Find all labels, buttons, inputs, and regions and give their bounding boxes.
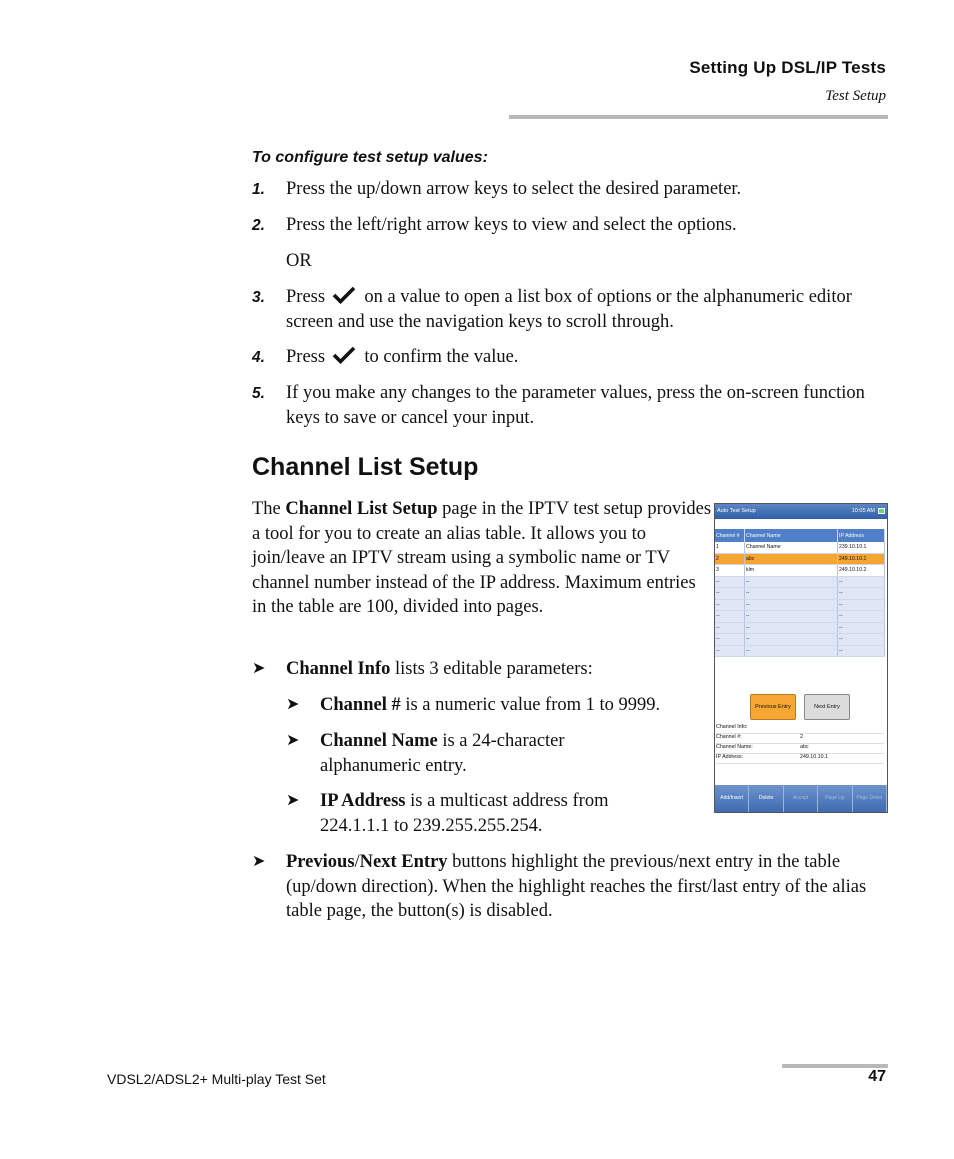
step-4 <box>252 345 892 370</box>
table-row[interactable] <box>715 634 885 646</box>
step-3 <box>252 285 892 335</box>
step-2 <box>252 213 892 238</box>
channel-list-screenshot <box>714 503 888 813</box>
cell: -- <box>838 645 885 657</box>
header-subtitle: Test Setup <box>825 88 886 104</box>
bullet-body: lists 3 editable parameters: <box>394 659 593 679</box>
table-row[interactable] <box>715 588 885 600</box>
cell: Channel Name <box>745 542 838 553</box>
step-text-post: to confirm the value. <box>364 347 519 367</box>
cell: -- <box>715 611 745 623</box>
header-title: Setting Up DSL/IP Tests <box>689 58 886 77</box>
bullet-body: buttons highlight the previous/next entry in the table (up/down direction). When the highlight reaches the first/last entry of the alias table page, the button(s) is disabled. <box>286 852 867 921</box>
cell: -- <box>838 576 885 588</box>
cell: -- <box>715 599 745 611</box>
accept-key[interactable]: Accept <box>784 785 818 812</box>
bullet-text <box>320 729 620 778</box>
function-keys <box>715 785 887 812</box>
add-insert-key[interactable]: Add/Insert <box>715 785 749 812</box>
footer-product: VDSL2/ADSL2+ Multi-play Test Set <box>107 1071 326 1087</box>
info-heading-text: Channel Info: <box>716 724 748 730</box>
cell: klm <box>745 565 838 577</box>
cell: -- <box>715 588 745 600</box>
step-number: 3. <box>252 289 265 306</box>
step-text: Press the up/down arrow keys to select the desired parameter. <box>286 179 742 199</box>
alias-table <box>715 529 885 657</box>
arrow-bullet-icon: ➤ <box>252 660 266 677</box>
info-label: Channel #: <box>716 734 742 740</box>
table-row[interactable] <box>715 542 885 553</box>
cell: 239.10.10.1 <box>838 542 885 553</box>
cell: -- <box>745 634 838 646</box>
bullet-prev-next <box>252 850 892 925</box>
info-channel-num[interactable] <box>716 733 884 744</box>
screen-clock: 10:05 AM <box>851 508 875 514</box>
column-header: Channel # <box>715 529 745 542</box>
previous-entry-button[interactable]: Previous Entry <box>750 694 796 720</box>
table-row[interactable] <box>715 576 885 588</box>
cell: -- <box>838 622 885 634</box>
bullet-bold: Channel Name <box>320 731 438 751</box>
arrow-bullet-icon: ➤ <box>286 792 300 809</box>
bullet-bold: IP Address <box>320 791 406 811</box>
step-text-pre: Press <box>286 287 326 307</box>
cell: -- <box>838 634 885 646</box>
bullet-text <box>286 657 593 682</box>
bullet-text <box>286 850 876 924</box>
bullet-body: is a numeric value from 1 to 9999. <box>405 695 661 715</box>
step-text: Press the left/right arrow keys to view and select the options. <box>286 215 737 235</box>
bullet-body: is a 24-character alphanumeric entry. <box>320 731 565 776</box>
section-title: Channel List Setup <box>252 453 479 481</box>
checkmark-icon <box>332 286 356 304</box>
info-ip-address[interactable] <box>716 753 884 764</box>
cell: -- <box>838 599 885 611</box>
table-row[interactable] <box>715 611 885 623</box>
checkmark-icon <box>332 346 356 364</box>
arrow-bullet-icon: ➤ <box>286 732 300 749</box>
info-value: 2 <box>800 734 803 740</box>
cell: -- <box>745 645 838 657</box>
step-text <box>286 285 886 335</box>
cell: 2 <box>715 553 745 565</box>
step-text-post: on a value to open a list box of options or the alphanumeric editor screen and use the navigation keys to scroll through. <box>286 287 852 332</box>
step-number: 1. <box>252 181 265 198</box>
table-row[interactable] <box>715 599 885 611</box>
step-number: 4. <box>252 349 265 366</box>
intro-post: page in the IPTV test setup provides a tool for you to create an alias table. It allows you to join/leave an IPTV stream using a symbolic name or TV channel number instead of the IP address. Maximum entries in the table are 100, divided into pages. <box>252 499 712 617</box>
header-rule <box>509 115 888 119</box>
cell: -- <box>715 622 745 634</box>
page-up-key[interactable]: Page Up <box>818 785 852 812</box>
next-entry-button[interactable]: Next Entry <box>804 694 850 720</box>
info-label: IP Address: <box>716 754 743 760</box>
table-row[interactable] <box>715 645 885 657</box>
battery-icon <box>878 508 885 514</box>
cell: -- <box>715 634 745 646</box>
info-channel-name[interactable] <box>716 743 884 754</box>
cell: -- <box>838 588 885 600</box>
screen-title: Auto Test Setup <box>717 508 756 514</box>
column-header: IP Address <box>838 529 885 542</box>
cell: -- <box>745 611 838 623</box>
bullet-bold: Channel Info <box>286 659 391 679</box>
table-row[interactable] <box>715 622 885 634</box>
arrow-bullet-icon: ➤ <box>252 853 266 870</box>
cell: -- <box>838 611 885 623</box>
bullet-text <box>320 693 720 718</box>
info-value: abc <box>800 744 809 750</box>
step-number: 5. <box>252 385 265 402</box>
bullet-bold: Next Entry <box>359 852 448 872</box>
procedure-title: To configure test setup values: <box>252 149 488 166</box>
cell: 1 <box>715 542 745 553</box>
screen-titlebar <box>715 504 887 519</box>
step-or <box>252 249 892 274</box>
info-heading <box>716 723 884 734</box>
cell: -- <box>715 645 745 657</box>
intro-bold: Channel List Setup <box>285 499 438 519</box>
table-row-selected[interactable] <box>715 553 885 565</box>
bullet-body: is a multicast address from 224.1.1.1 to 239.255.255.254. <box>320 791 609 836</box>
bullet-channel-name <box>286 729 686 779</box>
step-number: 2. <box>252 217 265 234</box>
cell: 3 <box>715 565 745 577</box>
cell: 249.10.10.1 <box>838 553 885 565</box>
intro-paragraph <box>252 497 712 620</box>
cell: -- <box>745 622 838 634</box>
or-text: OR <box>286 251 312 271</box>
step-text: If you make any changes to the parameter values, press the on-screen function keys to save or cancel your input. <box>286 383 865 428</box>
column-header: Channel Name <box>745 529 838 542</box>
cell: abc <box>745 553 838 565</box>
step-text-pre: Press <box>286 347 326 367</box>
cell: -- <box>715 576 745 588</box>
bullet-channel-num <box>286 693 716 718</box>
cell: -- <box>745 588 838 600</box>
arrow-bullet-icon: ➤ <box>286 696 300 713</box>
page-number: 47 <box>868 1068 886 1085</box>
info-value: 249.10.10.1 <box>800 754 828 760</box>
step-1 <box>252 177 892 202</box>
bullet-slash: / <box>354 852 360 872</box>
step-text <box>286 345 886 370</box>
bullet-bold: Previous <box>286 852 355 872</box>
intro-pre: The <box>252 499 281 519</box>
cell: 249.10.10.2 <box>838 565 885 577</box>
bullet-text <box>320 789 665 838</box>
cell: -- <box>745 599 838 611</box>
step-5 <box>252 381 892 431</box>
bullet-bold: Channel # <box>320 695 401 715</box>
bullet-channel-info <box>252 657 712 682</box>
bullet-ip-address <box>286 789 686 839</box>
delete-key[interactable]: Delete <box>749 785 783 812</box>
info-label: Channel Name: <box>716 744 753 750</box>
cell: -- <box>745 576 838 588</box>
table-row[interactable] <box>715 565 885 577</box>
page-down-key[interactable]: Page Down <box>853 785 887 812</box>
